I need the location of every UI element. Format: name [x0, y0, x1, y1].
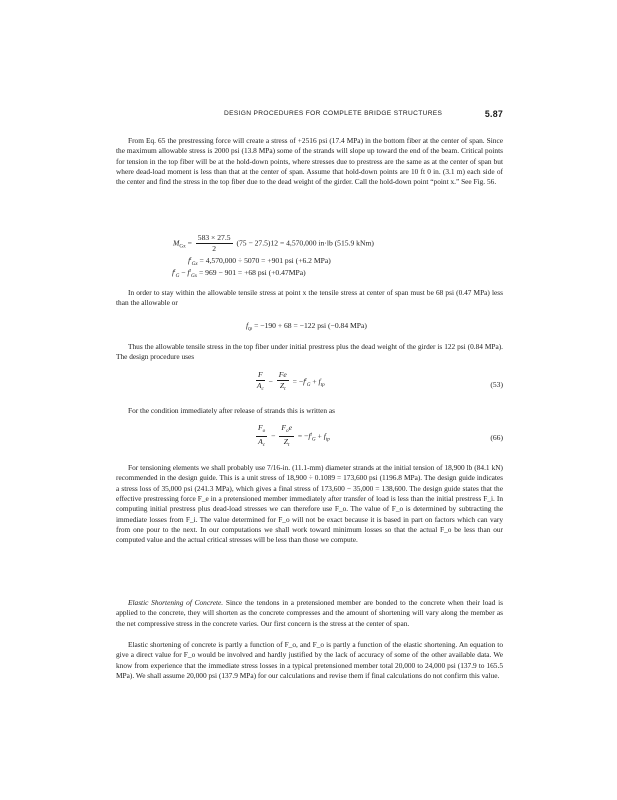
paragraph-7 — [116, 640, 503, 681]
paragraph-6-body — [116, 598, 503, 629]
eq-mgx-numerator: 583 × 27.5 — [197, 233, 231, 242]
equation-ft-gx: $f^t_{Gx} = 4,570,000 \div 5070 = +901$ psi (+6.2 MPa) — [188, 256, 331, 267]
paragraph-5-text: For tensioning elements we shall probably use 7/16-in. (11.1-mm) diameter strands at the initial tension of 18,900 lb (84.1 kN) recommended in the design guide. This is a unit stress of 18,900 ÷ 0.1089 = 173,600 psi (1196.8 MPa). The design guide indicates a stress loss of 35,000 psi (241.3 MPa), which gives a final stress of 173,600 − 35,000 = 138,600. The design guide states that the effective prestressing force F_e in a pretensioned member immediately after transfer of load is less than the initial prestress F_i. In computing initial prestress plus dead-load stresses we can therefore use F_o. The value of F_o is determined by subtracting the immediate losses from F_i. The value determined for F_o will not be exact because it is based in part on factors which can vary from one pour to the next. In our computations we shall work toward minimum losses so that the actual F_o be less than our computed value and the actual critical stresses will be less than those we compute. — [116, 463, 503, 545]
paragraph-2 — [116, 288, 503, 309]
eq-mgx-fraction — [196, 233, 233, 254]
equation-53: $\frac{F}{A_c}$ − $\frac{Fe}{Z_t}$ = $-f^t_G + f_{tp}$ — [256, 370, 325, 392]
paragraph-4 — [116, 406, 503, 416]
paragraph-4-text: For the condition immediately after release of strands this is written as — [128, 406, 335, 415]
paragraph-7-text: Elastic shortening of concrete is partly a function of F_o, and F_o is partly a function of the elastic shortening. An equation to give a direct value for F_o would be involved and hardly justified by the lack of accuracy of some of the other available data. We know from experience that the immediate stress losses in a typical pretensioned member total 20,000 to 24,000 psi (137.9 to 165.5 MPa). We shall assume 20,000 psi (137.9 MPa) for our calculations and revise them if final calculations do not confirm this value. — [116, 640, 503, 681]
eq-diff-rhs: = 969 − 901 = +68 psi (+0.47MPa) — [198, 268, 306, 277]
paragraph-6-title: Elastic Shortening of Concrete. — [128, 598, 224, 607]
paragraph-6 — [116, 598, 503, 629]
eq-mgx-rhs: (75 − 27.5)12 = 4,570,000 in·lb (515.9 kNm) — [236, 238, 374, 248]
running-header — [224, 109, 503, 121]
paragraph-1-text: From Eq. 65 the prestressing force will create a stress of +2516 psi (17.4 MPa) in the bottom fiber at the center of span. Since the maximum allowable stress is 2000 psi (13.8 MPa) some of the strands will slope up toward the end of the beam. Critical points for tension in the top fiber will be at the hold-down points, where stresses due to prestress are the same as at the center of span but where dead-load moment is less than that at the center of span. Assume that hold-down points are 10 ft 0 in. (3.1 m) each side of the center and find the stress in the top fiber due to the dead weight of the girder. Call the hold-down point “point x.” See Fig. 56. — [116, 136, 503, 187]
page-number: 5.87 — [484, 109, 503, 119]
equation-66-number: (66) — [490, 433, 503, 442]
eq-ftp-rhs: = −190 + 68 = −122 psi (−0.84 MPa) — [254, 321, 367, 330]
running-title: DESIGN PROCEDURES FOR COMPLETE BRIDGE STRUCTURES — [224, 110, 443, 117]
equation-moment-gx: $M_{Gx}$ = $\frac{583 \times 27.5}{2}$ (75 − 27.5)12 = 4,570,000 in·lb (515.9 kNm) — [173, 233, 374, 253]
eq-mgx-sub: Gx — [179, 243, 186, 250]
paragraph-5 — [116, 463, 503, 546]
paragraph-1 — [116, 136, 503, 188]
eq-mgx-denominator: 2 — [212, 244, 217, 253]
equation-53-number: (53) — [490, 380, 503, 389]
paragraph-2-text: In order to stay within the allowable tensile stress at point x the tensile stress at center of span must be 68 psi (0.47 MPa) less than the allowable or — [116, 288, 503, 308]
equation-ftp: $f_{tp} = -190 + 68 = -122$ psi (−0.84 MPa) — [246, 321, 367, 332]
paragraph-3-text: Thus the allowable tensile stress in the top fiber under initial prestress plus the dead weight of the girder is 122 psi (0.84 MPa). The design procedure uses — [116, 342, 503, 362]
eq-ftgx-rhs: = 4,570,000 ÷ 5070 = +901 psi (+6.2 MPa) — [199, 256, 331, 265]
equation-66: $\frac{F_o}{A_c}$ − $\frac{F_oe}{Z_t}$ = $-f^t_G + f_{tp}$ — [258, 423, 330, 448]
paragraph-6-text: Since the tendons in a pretensioned member are bonded to the concrete when their load is applied to the concrete, they will shorten as the concrete compresses and the amount of shortening will vary along the member as the net compressive stress in the concrete varies. Our first concern is the stress at the center of span. — [116, 598, 503, 628]
eq-mgx-symbol: M — [173, 238, 180, 248]
paragraph-3 — [116, 342, 503, 363]
equation-stress-difference: $f^t_G - f^t_{Gx} = 969 - 901 = +68$ psi (+0.47MPa) — [172, 268, 306, 279]
